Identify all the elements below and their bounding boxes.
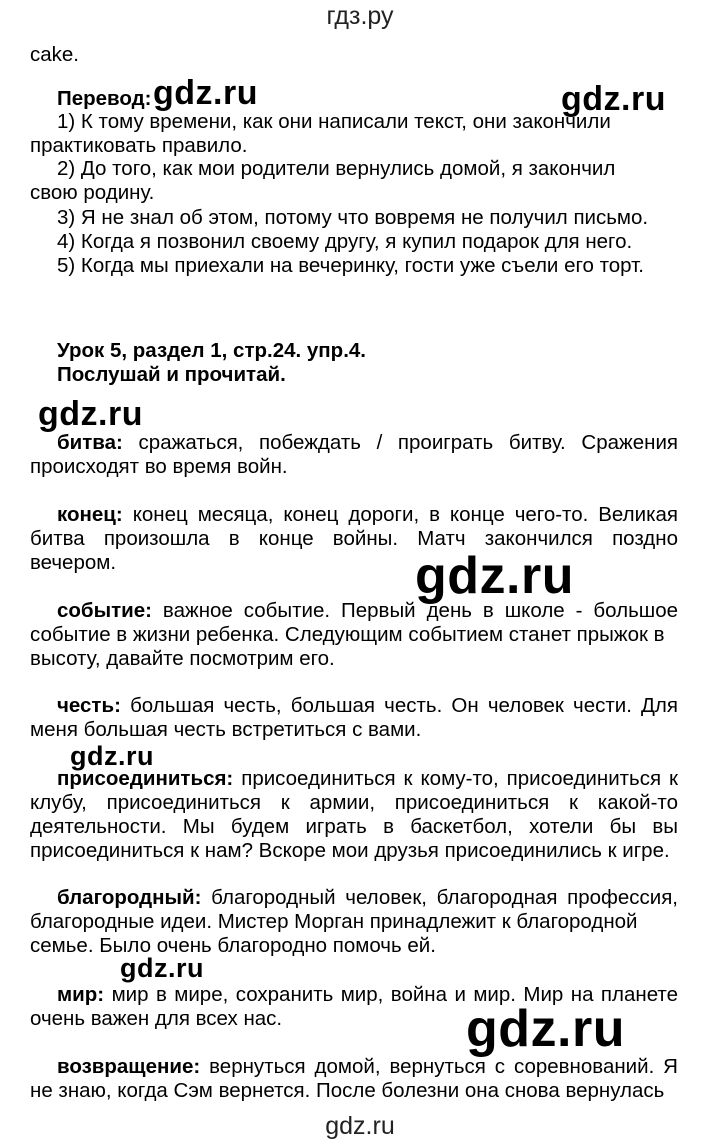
entry-text: конец месяца, конец дороги, в конце чего-то. Великая xyxy=(132,503,678,526)
entry-end-line-1 xyxy=(57,503,678,527)
translation-item-1-cont: практиковать правило. xyxy=(30,134,248,157)
entry-battle-line-2: происходят во время войн. xyxy=(30,455,288,478)
lesson-subheading: Послушай и прочитай. xyxy=(57,363,286,386)
carry-over-text: cake. xyxy=(30,43,79,66)
watermark: gdz.ru xyxy=(466,1000,625,1058)
watermark: gdz.ru xyxy=(415,547,574,605)
entry-return-line-2: не знаю, когда Сэм вернется. После болезни она снова вернулась xyxy=(30,1079,665,1102)
translation-item-1: 1) К тому времени, как они написали текст, они закончили xyxy=(57,110,611,133)
entry-noble-line-3: семье. Было очень благородно помочь ей. xyxy=(30,934,436,957)
entry-term: возвращение: xyxy=(57,1055,201,1078)
entry-term: честь: xyxy=(57,694,121,717)
entry-peace-line-1 xyxy=(57,983,678,1007)
translation-item-4: 4) Когда я позвонил своему другу, я купил подарок для него. xyxy=(57,230,633,253)
entry-term: мир: xyxy=(57,983,105,1006)
entry-text: большая честь, большая честь. Он человек чести. Для xyxy=(130,694,678,717)
entry-text: мир в мире, сохранить мир, война и мир. Мир на планете xyxy=(111,983,678,1006)
watermark: gdz.ru xyxy=(70,741,154,771)
entry-event-line-3: высоту, давайте посмотрим его. xyxy=(30,647,335,670)
entry-join-line-3: деятельности. Мы будем играть в баскетбол, хотели бы вы xyxy=(30,815,678,838)
entry-text: вернуться домой, вернуться с соревнований. Я xyxy=(209,1055,678,1078)
entry-return-line-1 xyxy=(57,1055,678,1079)
entry-text: важное событие. Первый день в школе - большое xyxy=(162,599,678,622)
entry-join-line-2: клубу, присоединиться к армии, присоединиться к какой-то xyxy=(30,791,678,814)
watermark: gdz.ru xyxy=(153,74,258,112)
translation-item-5: 5) Когда мы приехали на вечеринку, гости уже съели его торт. xyxy=(57,254,644,277)
lesson-heading: Урок 5, раздел 1, стр.24. упр.4. xyxy=(57,339,367,362)
site-footer[interactable]: gdz.ru xyxy=(325,1112,395,1140)
entry-term: присоединиться: xyxy=(57,767,234,790)
entry-join-line-1 xyxy=(57,767,678,791)
entry-event-line-1 xyxy=(57,599,678,623)
entry-noble-line-1 xyxy=(57,886,678,910)
translation-item-3: 3) Я не знал об этом, потому что вовремя не получил письмо. xyxy=(57,206,649,229)
entry-text: сражаться, побеждать / проиграть битву. Сражения xyxy=(138,431,678,454)
entry-term: благородный: xyxy=(57,886,202,909)
watermark: gdz.ru xyxy=(38,395,143,433)
entry-end-line-3: вечером. xyxy=(30,551,117,574)
translation-item-2-cont: свою родину. xyxy=(30,181,155,204)
entry-peace-line-2: очень важен для всех нас. xyxy=(30,1007,283,1030)
entry-end-line-2: битва произошла в конце войны. Матч закончился поздно xyxy=(30,527,678,550)
translation-item-2: 2) До того, как мои родители вернулись домой, я закончил xyxy=(57,157,616,180)
entry-term: конец: xyxy=(57,503,123,526)
entry-join-line-4: присоединиться к нам? Вскоре мои друзья присоединились к игре. xyxy=(30,839,670,862)
entry-honour-line-1 xyxy=(57,694,678,718)
watermark: gdz.ru xyxy=(561,80,666,118)
site-header[interactable]: гдз.ру xyxy=(326,2,394,30)
entry-term: событие: xyxy=(57,599,152,622)
entry-text: присоединиться к кому-то, присоединиться к xyxy=(241,767,678,790)
entry-battle-line-1 xyxy=(57,431,678,455)
entry-term: битва: xyxy=(57,431,123,454)
entry-text: благородный человек, благородная профессия, xyxy=(211,886,679,909)
watermark: gdz.ru xyxy=(120,953,204,983)
entry-honour-line-2: меня большая честь встретиться с вами. xyxy=(30,718,422,741)
entry-event-line-2: событие в жизни ребенка. Следующим событием станет прыжок в xyxy=(30,623,665,646)
translation-label: Перевод: xyxy=(57,87,152,110)
entry-noble-line-2: благородные идеи. Мистер Морган принадлежит к благородной xyxy=(30,910,638,933)
